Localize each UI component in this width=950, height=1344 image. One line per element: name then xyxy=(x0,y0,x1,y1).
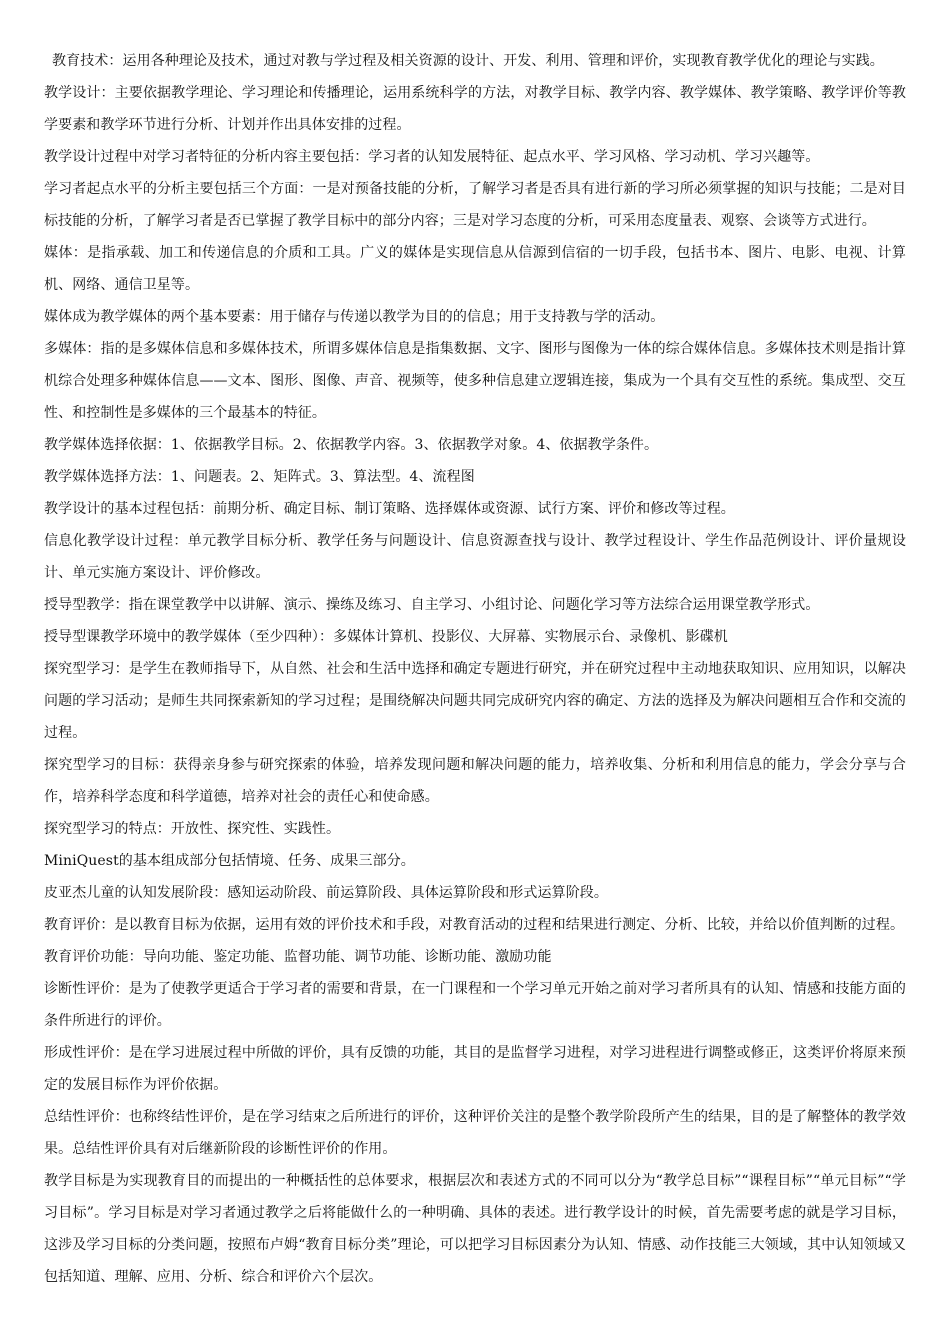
paragraph-summative-evaluation: 总结性评价：也称终结性评价，是在学习结束之后所进行的评价，这种评价关注的是整个教学阶段所产生的结果，目的是了解整体的教学效果。总结性评价具有对后继新阶段的诊断性评价的作用。 xyxy=(44,1109,906,1157)
paragraph-media-selection-basis: 教学媒体选择依据：1、依据教学目标。2、依据教学内容。3、依据教学对象。4、依据教学条件。 xyxy=(44,437,659,453)
paragraph-teaching-objectives: 教学目标是为实现教育目的而提出的一种概括性的总体要求，根据层次和表述方式的不同可以分为“教学总目标”“课程目标”“单元目标”“学习目标”。学习目标是对学习者通过教学之后将能做什么的一种明确、具体的表述。进行教学设计的时候，首先需要考虑的就是学习目标，这涉及学习目标的分类问题，按照布卢姆“教育目标分类”理论，可以把学习目标因素分为认知、情感、动作技能三大领域，其中认知领域又包括知道、理解、应用、分析、综合和评价六个层次。 xyxy=(44,1173,906,1285)
paragraph-didactic-media: 授导型课教学环境中的教学媒体（至少四种）：多媒体计算机、投影仪、大屏幕、实物展示台、录像机、影碟机 xyxy=(44,629,728,645)
document-body xyxy=(44,45,906,1293)
paragraph-multimedia: 多媒体：指的是多媒体信息和多媒体技术，所谓多媒体信息是指集数据、文字、图形与图像为一体的综合媒体信息。多媒体技术则是指计算机综合处理多种媒体信息——文本、图形、图像、声音、视频等，使多种信息建立逻辑连接，集成为一个具有交互性的系统。集成型、交互性、和控制性是多媒体的三个最基本的特征。 xyxy=(44,341,906,421)
paragraph-inquiry-learning: 探究型学习：是学生在教师指导下，从自然、社会和生活中选择和确定专题进行研究，并在研究过程中主动地获取知识、应用知识，以解决问题的学习活动；是师生共同探索新知的学习过程；是围绕解决问题共同完成研究内容的确定、方法的选择及为解决问题相互合作和交流的过程。 xyxy=(44,661,906,741)
paragraph-formative-evaluation: 形成性评价：是在学习进展过程中所做的评价，具有反馈的功能，其目的是监督学习进程，对学习进程进行调整或修正，这类评价将原来预定的发展目标作为评价依据。 xyxy=(44,1045,906,1093)
paragraph-diagnostic-evaluation: 诊断性评价：是为了使教学更适合于学习者的需要和背景，在一门课程和一个学习单元开始之前对学习者所具有的认知、情感和技能方面的条件所进行的评价。 xyxy=(44,981,906,1029)
paragraph-media-selection-methods: 教学媒体选择方法：1、问题表。2、矩阵式。3、算法型。4、流程图 xyxy=(44,469,475,485)
paragraph-media-elements: 媒体成为教学媒体的两个基本要素：用于储存与传递以教学为目的的信息；用于支持教与学的活动。 xyxy=(44,309,665,325)
paragraph-instructional-design: 教学设计：主要依据教学理论、学习理论和传播理论，运用系统科学的方法，对教学目标、教学内容、教学媒体、教学策略、教学评价等教学要素和教学环节进行分析、计划并作出具体安排的过程。 xyxy=(44,85,906,133)
paragraph-inquiry-features: 探究型学习的特点：开放性、探究性、实践性。 xyxy=(44,821,341,837)
paragraph-inquiry-goals: 探究型学习的目标：获得亲身参与研究探索的体验，培养发现问题和解决问题的能力，培养收集、分析和利用信息的能力，学会分享与合作，培养科学态度和科学道德，培养对社会的责任心和使命感。 xyxy=(44,757,906,805)
paragraph-learner-analysis: 教学设计过程中对学习者特征的分析内容主要包括：学习者的认知发展特征、起点水平、学习风格、学习动机、学习兴趣等。 xyxy=(44,149,820,165)
paragraph-educational-evaluation: 教育评价：是以教育目标为依据，运用有效的评价技术和手段，对教育活动的过程和结果进行测定、分析、比较，并给以价值判断的过程。 xyxy=(44,917,905,933)
paragraph-miniquest: MiniQuest的基本组成部分包括情境、任务、成果三部分。 xyxy=(44,853,415,869)
paragraph-didactic-teaching: 授导型教学：指在课堂教学中以讲解、演示、操练及练习、自主学习、小组讨论、问题化学习等方法综合运用课堂教学形式。 xyxy=(44,597,820,613)
paragraph-starting-level: 学习者起点水平的分析主要包括三个方面：一是对预备技能的分析，了解学习者是否具有进行新的学习所必须掌握的知识与技能；二是对目标技能的分析，了解学习者是否已掌握了教学目标中的部分内容；三是对学习态度的分析，可采用态度量表、观察、会谈等方式进行。 xyxy=(44,181,906,229)
paragraph-evaluation-functions: 教育评价功能：导向功能、鉴定功能、监督功能、调节功能、诊断功能、激励功能 xyxy=(44,949,552,965)
paragraph-design-process: 教学设计的基本过程包括：前期分析、确定目标、制订策略、选择媒体或资源、试行方案、评价和修改等过程。 xyxy=(44,501,735,517)
paragraph-piaget-stages: 皮亚杰儿童的认知发展阶段：感知运动阶段、前运算阶段、具体运算阶段和形式运算阶段。 xyxy=(44,885,608,901)
paragraph-educational-technology: 教育技术：运用各种理论及技术，通过对教与学过程及相关资源的设计、开发、利用、管理和评价，实现教育教学优化的理论与实践。 xyxy=(52,53,884,69)
paragraph-media: 媒体：是指承载、加工和传递信息的介质和工具。广义的媒体是实现信息从信源到信宿的一切手段，包括书本、图片、电影、电视、计算机、网络、通信卫星等。 xyxy=(44,245,906,293)
paragraph-info-design-process: 信息化教学设计过程：单元教学目标分析、教学任务与问题设计、信息资源查找与设计、教学过程设计、学生作品范例设计、评价量规设计、单元实施方案设计、评价修改。 xyxy=(44,533,906,581)
